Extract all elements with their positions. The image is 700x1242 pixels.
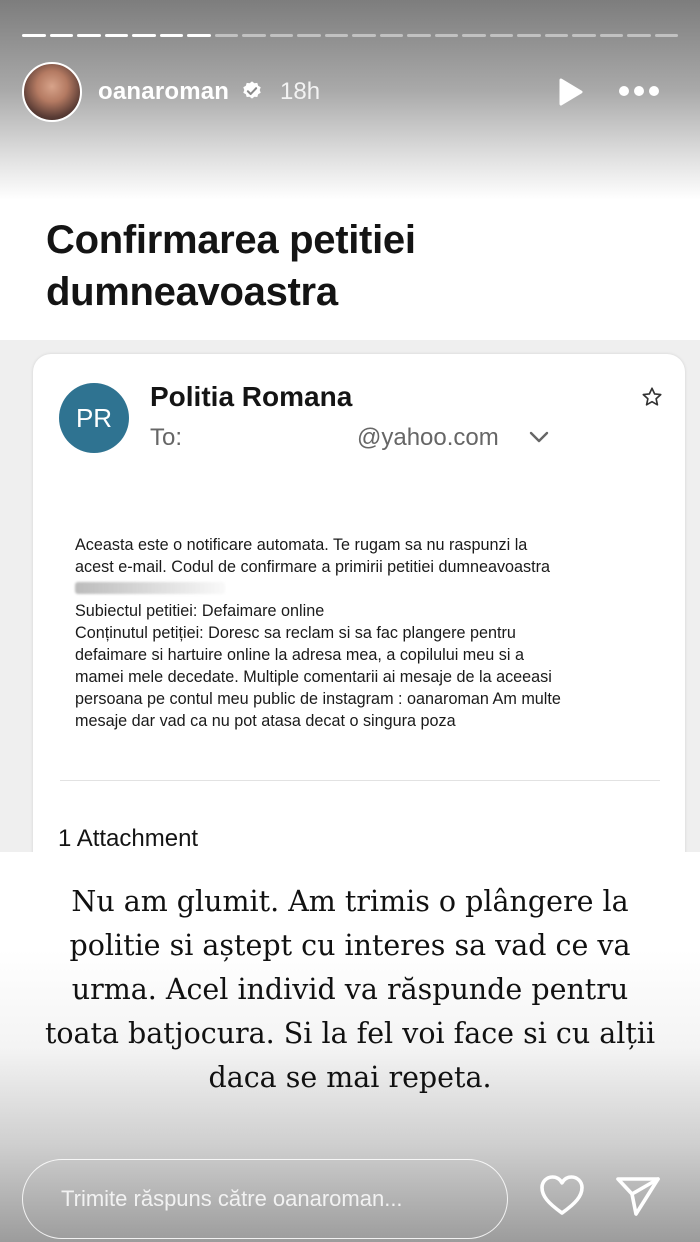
progress-segment [380,34,404,37]
email-body-line: mesaje dar vad ca nu pot atasa decat o singura poza [75,712,456,730]
email-body [75,534,665,732]
email-body-line: mamei mele decedate. Multiple comentarii ai mesaje de la aceeasi [75,668,552,686]
story-progress-bar [22,34,678,38]
sender-name: Politia Romana [150,381,353,412]
progress-segment [627,34,651,37]
recipient-email: @yahoo.com [357,424,499,451]
progress-segment [490,34,514,37]
heart-icon[interactable] [538,1173,586,1217]
chevron-down-icon[interactable] [529,430,549,444]
progress-segment [270,34,294,37]
progress-segment [160,34,184,37]
divider [60,780,660,781]
progress-segment [462,34,486,37]
progress-segment [407,34,431,37]
recipient-label: To: [150,424,183,451]
progress-segment [655,34,679,37]
verified-badge-icon [241,80,263,102]
star-icon[interactable] [641,386,663,408]
progress-segment [352,34,376,37]
progress-segment [325,34,349,37]
email-body-line: Subiectul petitiei: Defaimare online [75,602,325,620]
email-body-line: acest e-mail. Codul de confirmare a primirii petitiei dumneavoastra [75,558,551,576]
progress-segment [105,34,129,37]
caption-line: toata batjocura. Si la fel voi face si cu alții [44,1017,656,1050]
progress-segment [517,34,541,37]
progress-segment [297,34,321,37]
reply-input[interactable]: Trimite răspuns către oanaroman... [22,1159,508,1239]
attachment-count[interactable]: 1 Attachment [58,825,199,852]
progress-segment [600,34,624,37]
caption-line: politie si aștept cu interes sa vad ce va [69,929,631,962]
progress-segment [77,34,101,37]
profile-avatar[interactable] [22,62,82,122]
progress-segment [572,34,596,37]
caption-line: daca se mai repeta. [208,1061,492,1094]
progress-segment [187,34,211,37]
sender-avatar: PR [59,383,129,453]
play-icon[interactable] [556,77,584,107]
email-body-line: defaimare si hartuire online la adresa mea, a copilului meu si a [75,646,524,664]
story-caption [20,880,680,1100]
progress-segment [50,34,74,37]
progress-segment [545,34,569,37]
progress-segment [242,34,266,37]
progress-segment [435,34,459,37]
more-horizontal-icon[interactable] [618,84,660,98]
email-body-line: Conținutul petiției: Doresc sa reclam si sa fac plangere pentru [75,624,516,642]
send-icon[interactable] [614,1174,662,1218]
username[interactable]: oanaroman [98,78,230,105]
post-time: 18h [280,78,321,105]
email-body-line: persoana pe contul meu public de instagram : oanaroman Am multe [75,690,561,708]
caption-line: urma. Acel individ va răspunde pentru [71,973,629,1006]
redacted-code [75,578,665,600]
progress-segment [215,34,239,37]
email-body-line: Aceasta este o notificare automata. Te rugam sa nu raspunzi la [75,536,528,554]
progress-segment [22,34,46,37]
progress-segment [132,34,156,37]
email-subject-title: Confirmarea petitiei dumneavoastra [46,218,416,314]
caption-line: Nu am glumit. Am trimis o plângere la [71,885,629,918]
